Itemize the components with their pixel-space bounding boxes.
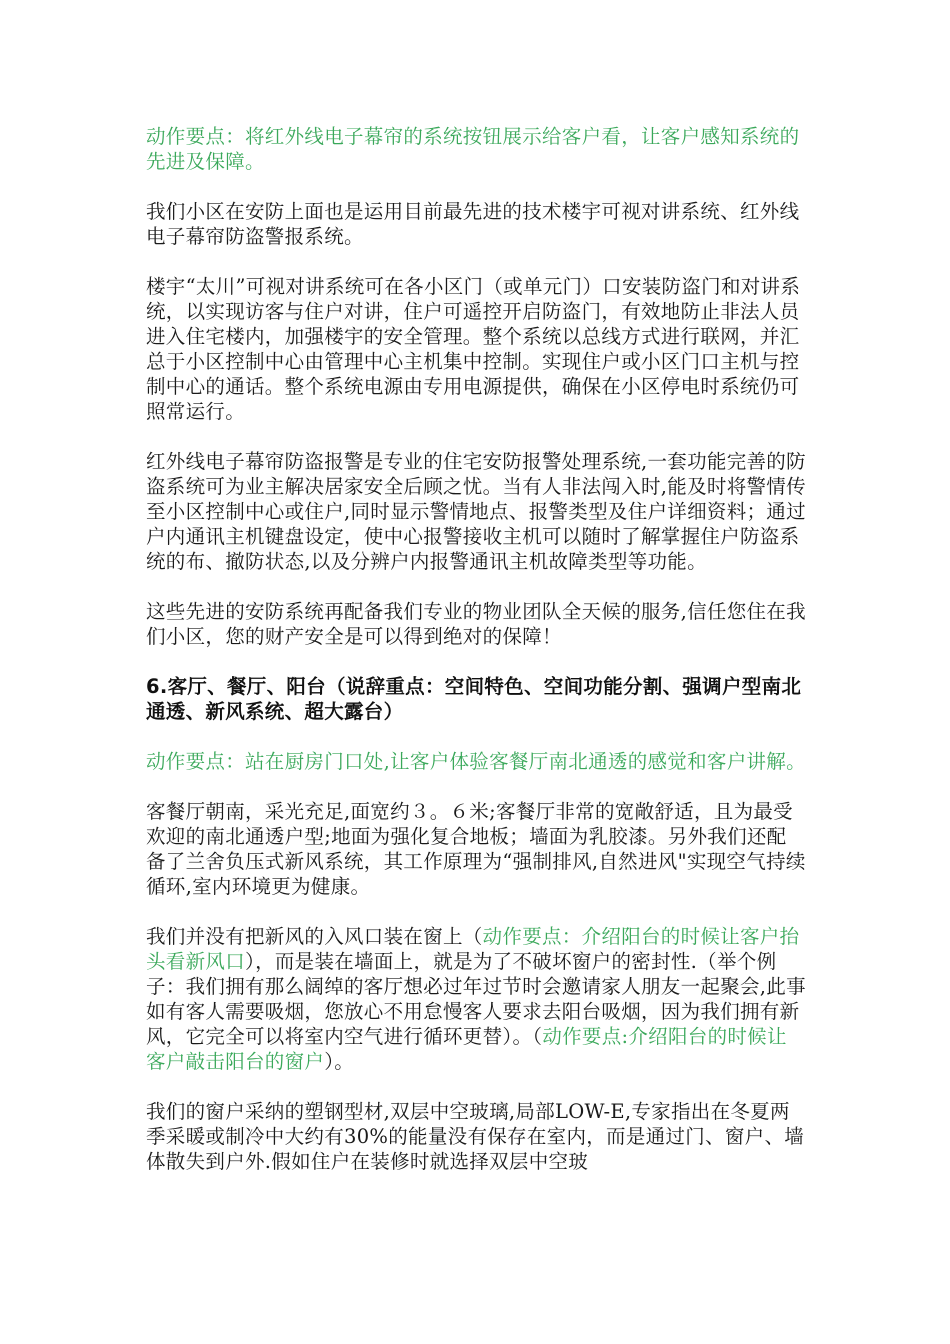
body-paragraph-mixed	[146, 924, 806, 1074]
body-paragraph: 红外线电子幕帘防盗报警是专业的住宅安防报警处理系统,一套功能完善的防盗系统可为业主解决居家安全后顾之忧。当有人非法闯入时,能及时将警情传至小区控制中心或住户,同时显示警情地点、报警类型及住户详细资料；通过户内通讯主机键盘设定，使中心报警接收主机可以随时了解掌握住户防盗系统的布、撤防状态,以及分辨户内报警通讯主机故障类型等功能。	[146, 450, 806, 573]
body-paragraph: 我们的窗户采纳的塑钢型材,双层中空玻璃,局部LOW-E,专家指出在冬夏两季采暖或制冷中大约有30%的能量没有保存在室内，而是通过门、窗户、墙体散失到户外.假如住户在装修时就选择双层中空玻	[146, 1100, 805, 1173]
body-text: ），而是装在墙面上，就是为了不破坏窗户的密封性.（举个例子：我们拥有那么阔绰的客厅想必过年过节时会邀请家人朋友一起聚会,此事如有客人需要吸烟，您放心不用怠慢客人要求去阳台吸烟，因为我们拥有新风，它完全可以将室内空气进行循环更替）。（	[146, 950, 806, 1048]
action-note-paragraph: 动作要点：将红外线电子幕帘的系统按钮展示给客户看，让客户感知系统的先进及保障。	[146, 125, 800, 173]
body-paragraph: 我们小区在安防上面也是运用目前最先进的技术楼宇可视对讲系统、红外线电子幕帘防盗警报系统。	[146, 200, 800, 248]
body-text: ）。	[324, 1050, 355, 1073]
body-text: 我们并没有把新风的入风口装在窗上（	[146, 925, 483, 948]
document-page	[146, 124, 806, 1199]
action-note-inline: 动作要点：介绍阳台的时候让客户抬头看新风口	[146, 925, 800, 973]
body-paragraph: 楼宇“太川”可视对讲系统可在各小区门（或单元门）口安装防盗门和对讲系统，以实现访客与住户对讲，住户可遥控开启防盗门，有效地防止非法人员进入住宅楼内，加强楼宇的安全管理。整个系统以总线方式进行联网，并汇总于小区控制中心由管理中心主机集中控制。实现住户或小区门口主机与控制中心的通话。整个系统电源由专用电源提供，确保在小区停电时系统仍可照常运行。	[146, 275, 801, 423]
action-note-paragraph: 动作要点：站在厨房门口处,让客户体验客餐厅南北通透的感觉和客户讲解。	[146, 750, 806, 773]
action-note-inline: 动作要点:介绍阳台的时候让客户敲击阳台的窗户	[146, 1025, 787, 1073]
body-paragraph: 这些先进的安防系统再配备我们专业的物业团队全天候的服务,信任您住在我们小区，您的财产安全是可以得到绝对的保障！	[146, 600, 806, 648]
body-paragraph: 客餐厅朝南，采光充足,面宽约３。６米;客餐厅非常的宽敞舒适，且为最受欢迎的南北通透户型;地面为强化复合地板；墙面为乳胶漆。另外我们还配备了兰舍负压式新风系统，其工作原理为“强制排风,自然进风"实现空气持续循环,室内环境更为健康。	[146, 800, 806, 898]
section-heading: 6.客厅、餐厅、阳台（说辞重点：空间特色、空间功能分割、强调户型南北通透、新风系统、超大露台）	[146, 675, 802, 723]
